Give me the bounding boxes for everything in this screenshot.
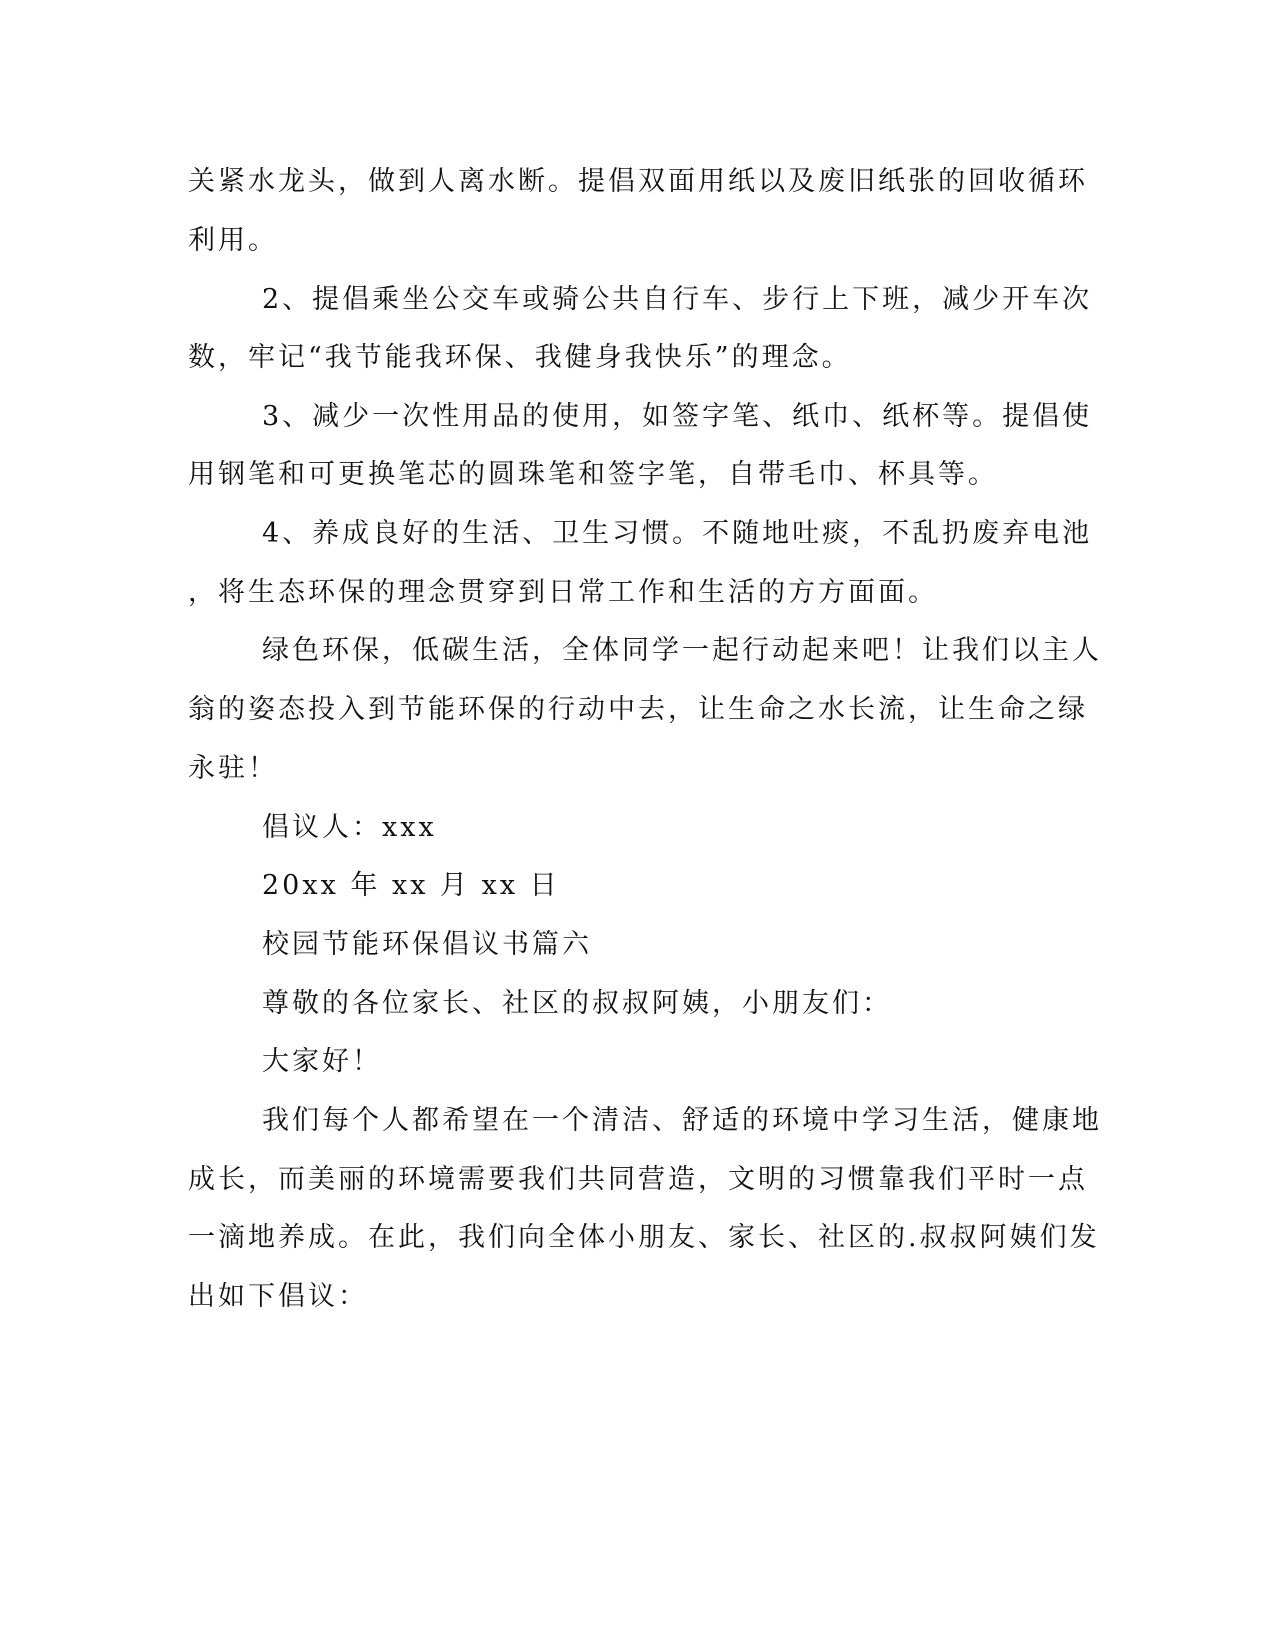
- paragraph-line: 出如下倡议：: [188, 1281, 368, 1312]
- paragraph-line: 关紧水龙头，做到人离水断。提倡双面用纸以及废旧纸张的回收循环: [188, 166, 1088, 197]
- signature-line: 倡议人：xxx: [262, 812, 437, 843]
- paragraph-line: 永驻！: [188, 753, 278, 784]
- date-line: 20xx 年 xx 月 xx 日: [262, 870, 560, 901]
- paragraph-line: 利用。: [188, 225, 278, 256]
- paragraph-line: 数，牢记“我节能我环保、我健身我快乐”的理念。: [188, 342, 852, 373]
- paragraph-line: 2、提倡乘坐公交车或骑公共自行车、步行上下班，减少开车次: [262, 284, 1093, 315]
- paragraph-line: ，将生态环保的理念贯穿到日常工作和生活的方方面面。: [188, 577, 938, 608]
- paragraph-line: 成长，而美丽的环境需要我们共同营造，文明的习惯靠我们平时一点: [188, 1164, 1088, 1195]
- paragraph-line: 一滴地养成。在此，我们向全体小朋友、家长、社区的.叔叔阿姨们发: [188, 1222, 1100, 1253]
- paragraph-line: 我们每个人都希望在一个清洁、舒适的环境中学习生活，健康地: [262, 1105, 1102, 1136]
- greeting-line: 大家好！: [262, 1046, 382, 1077]
- section-title: 校园节能环保倡议书篇六: [262, 929, 592, 960]
- paragraph-line: 3、减少一次性用品的使用，如签字笔、纸巾、纸杯等。提倡使: [262, 401, 1093, 432]
- paragraph-line: 4、养成良好的生活、卫生习惯。不随地吐痰，不乱扔废弃电池: [262, 518, 1093, 549]
- paragraph-line: 翁的姿态投入到节能环保的行动中去，让生命之水长流，让生命之绿: [188, 694, 1088, 725]
- salutation-line: 尊敬的各位家长、社区的叔叔阿姨，小朋友们：: [262, 988, 892, 1019]
- paragraph-line: 绿色环保，低碳生活，全体同学一起行动起来吧！让我们以主人: [262, 635, 1102, 666]
- paragraph-line: 用钢笔和可更换笔芯的圆珠笔和签字笔，自带毛巾、杯具等。: [188, 459, 998, 490]
